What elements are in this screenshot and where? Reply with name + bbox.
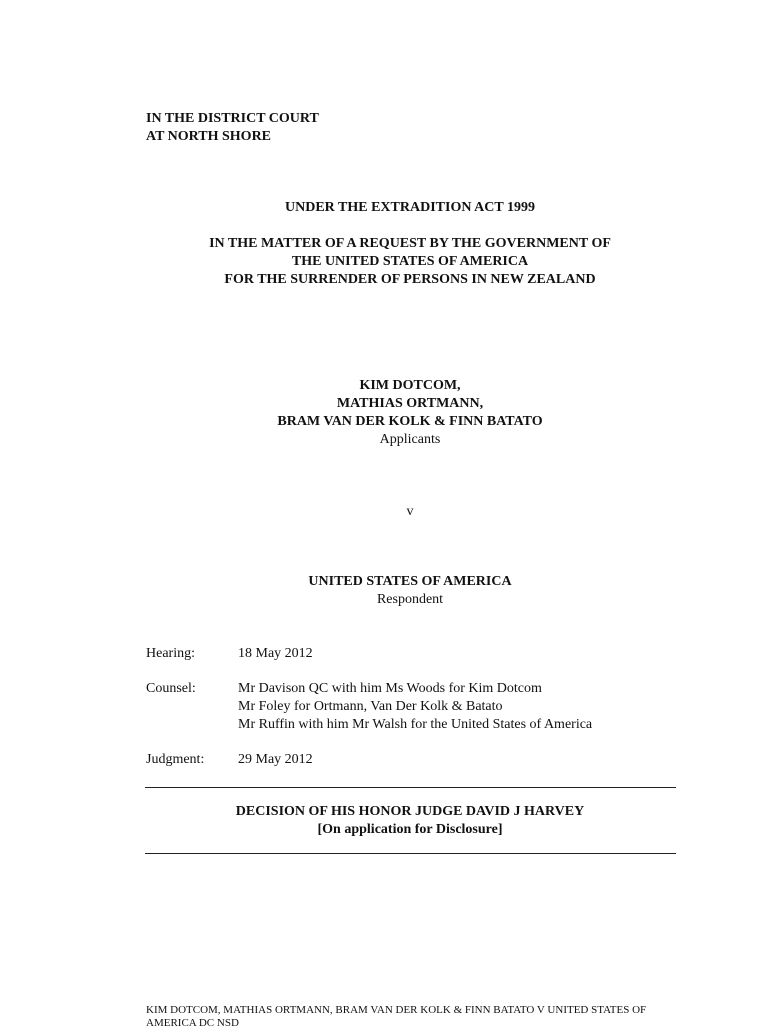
respondent-role: Respondent (376, 592, 444, 607)
versus-marker: v (406, 504, 414, 519)
applicant-line-2: MATHIAS ORTMANN, (336, 396, 484, 411)
counsel-label: Counsel: (146, 681, 196, 696)
court-location: AT NORTH SHORE (146, 129, 272, 144)
counsel-line: Mr Foley for Ortmann, Van Der Kolk & Batato (238, 699, 503, 714)
applicant-line-1: KIM DOTCOM, (359, 378, 461, 393)
page-footer: KIM DOTCOM, MATHIAS ORTMANN, BRAM VAN DER KOLK & FINN BATATO V UNITED STATES OF AMERICA DC NSD (146, 1004, 647, 1029)
counsel-line: Mr Davison QC with him Ms Woods for Kim Dotcom (238, 681, 542, 696)
matter-line-3: FOR THE SURRENDER OF PERSONS IN NEW ZEALAND (224, 272, 596, 287)
top-divider (145, 787, 676, 788)
judgment-date: 29 May 2012 (238, 752, 313, 767)
judgment-label: Judgment: (146, 752, 205, 767)
decision-subtitle: [On application for Disclosure] (317, 822, 503, 837)
hearing-label: Hearing: (146, 646, 195, 661)
act-heading: UNDER THE EXTRADITION ACT 1999 (285, 200, 535, 215)
decision-title: DECISION OF HIS HONOR JUDGE DAVID J HARVEY (235, 804, 585, 819)
counsel-line: Mr Ruffin with him Mr Walsh for the United States of America (238, 717, 593, 732)
court-name: IN THE DISTRICT COURT (146, 111, 319, 126)
matter-line-1: IN THE MATTER OF A REQUEST BY THE GOVERNMENT OF (209, 236, 611, 251)
respondent-name: UNITED STATES OF AMERICA (308, 574, 512, 589)
matter-line-2: THE UNITED STATES OF AMERICA (291, 254, 529, 269)
applicant-line-3: BRAM VAN DER KOLK & FINN BATATO (277, 414, 543, 429)
bottom-divider (145, 853, 676, 854)
hearing-date: 18 May 2012 (238, 646, 313, 661)
applicants-role: Applicants (379, 432, 441, 447)
